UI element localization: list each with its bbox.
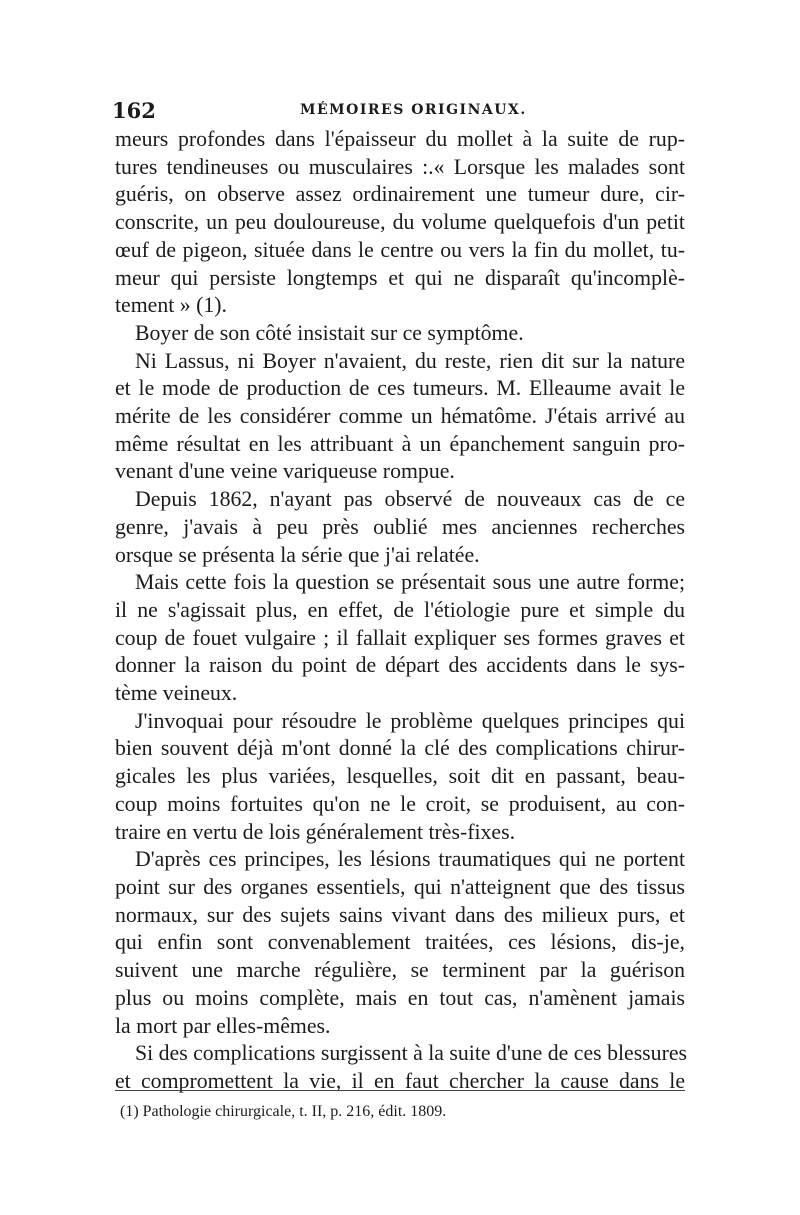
- text-line: Depuis 1862, n'ayant pas observé de nouveaux cas de ce: [135, 487, 685, 512]
- text-line: normaux, sur des sujets sains vivant dans des milieux purs, et: [115, 902, 685, 927]
- text-line: mérite de les considérer comme un hématôme. J'étais arrivé au: [115, 404, 685, 429]
- text-line: bien souvent déjà m'ont donné la clé des complications chirur-: [115, 736, 685, 761]
- footnote: (1) Pathologie chirurgicale, t. II, p. 216, édit. 1809.: [120, 1103, 447, 1120]
- text-line: plus ou moins complète, mais en tout cas, n'amènent jamais: [115, 985, 685, 1010]
- body-text: [115, 126, 685, 1096]
- page-header: [112, 98, 684, 126]
- text-line: genre, j'avais à peu près oublié mes anciennes recherches: [115, 514, 685, 539]
- text-line: il ne s'agissait plus, en effet, de l'étiologie pure et simple du: [115, 597, 685, 622]
- text-line: suivent une marche régulière, se terminent par la guérison: [115, 958, 685, 983]
- text-line: gicales les plus variées, lesquelles, soit dit en passant, beau-: [115, 764, 685, 789]
- text-line: tement » (1).: [115, 293, 227, 318]
- text-line: guéris, on observe assez ordinairement une tumeur dure, cir-: [115, 182, 685, 207]
- text-line: coup de fouet vulgaire ; il fallait expliquer ses formes graves et: [115, 625, 685, 650]
- text-line: J'invoquai pour résoudre le problème quelques principes qui: [135, 708, 685, 733]
- text-line: Si des complications surgissent à la suite d'une de ces blessures: [135, 1041, 687, 1066]
- text-line: coup moins fortuites qu'on ne le croit, se produisent, au con-: [115, 791, 685, 816]
- text-line: Boyer de son côté insistait sur ce symptôme.: [135, 320, 524, 345]
- text-line: point sur des organes essentiels, qui n'atteignent que des tissus: [115, 874, 685, 899]
- text-line: conscrite, un peu douloureuse, du volume quelquefois d'un petit: [115, 210, 685, 235]
- text-line: et compromettent la vie, il en faut chercher la cause dans le: [115, 1068, 685, 1093]
- text-line: meurs profondes dans l'épaisseur du mollet à la suite de rup-: [115, 127, 685, 151]
- text-line: œuf de pigeon, située dans le centre ou vers la fin du mollet, tu-: [115, 237, 685, 262]
- footnote-rule: [115, 1090, 685, 1091]
- text-line: la mort par elles-mêmes.: [115, 1013, 331, 1038]
- text-line: tème veineux.: [115, 681, 238, 706]
- running-title: MÉMOIRES ORIGINAUX.: [300, 102, 527, 118]
- text-line: tures tendineuses ou musculaires :.« Lorsque les malades sont: [115, 154, 685, 179]
- text-line: et le mode de production de ces tumeurs. M. Elleaume avait le: [115, 376, 685, 401]
- text-line: meur qui persiste longtemps et qui ne disparaît qu'incomplè-: [115, 265, 685, 290]
- text-line: donner la raison du point de départ des accidents dans le sys-: [115, 653, 685, 678]
- text-line: Ni Lassus, ni Boyer n'avaient, du reste, rien dit sur la nature: [135, 348, 685, 373]
- text-line: traire en vertu de lois généralement très-fixes.: [115, 819, 516, 844]
- text-line: orsque se présenta la série que j'ai relatée.: [115, 542, 480, 567]
- page-number: 162: [112, 98, 156, 123]
- text-line: Mais cette fois la question se présentait sous une autre forme;: [135, 570, 685, 595]
- text-line: qui enfin sont convenablement traitées, ces lésions, dis-je,: [115, 930, 685, 955]
- text-line: D'après ces principes, les lésions traumatiques qui ne portent: [135, 847, 685, 872]
- text-line: même résultat en les attribuant à un épanchement sanguin pro-: [115, 431, 685, 456]
- text-line: venant d'une veine variqueuse rompue.: [115, 459, 455, 484]
